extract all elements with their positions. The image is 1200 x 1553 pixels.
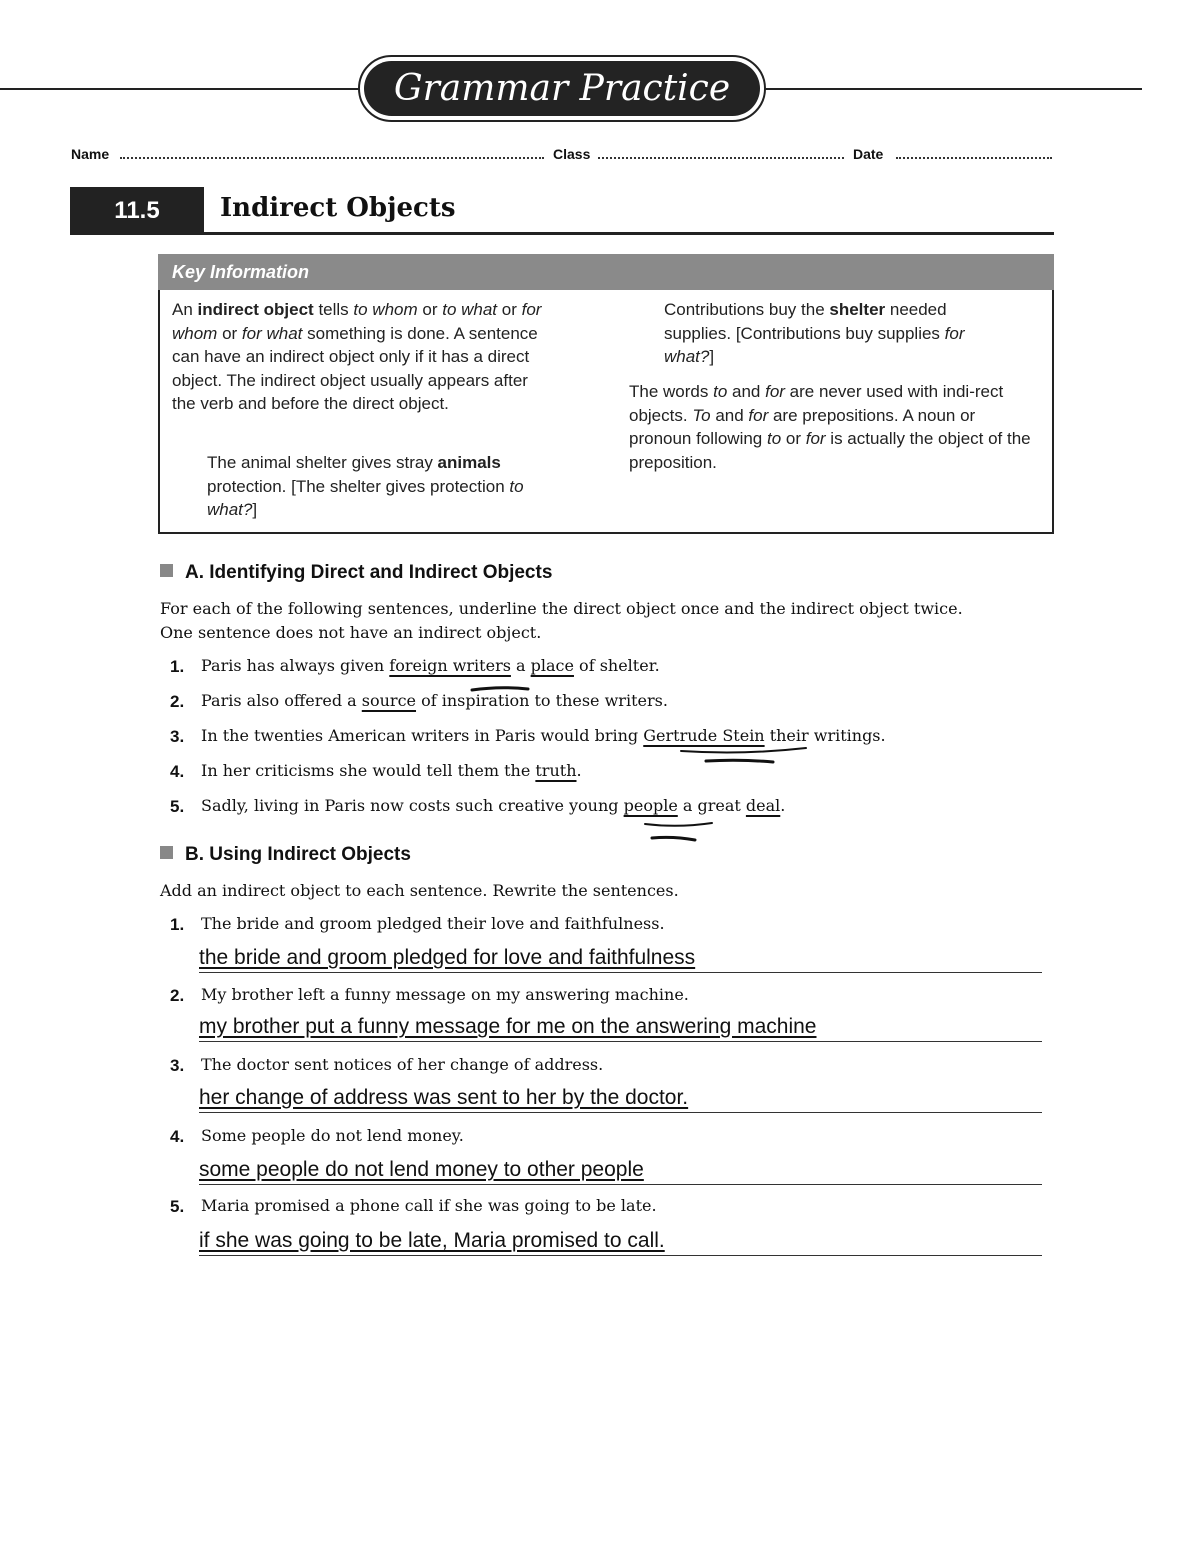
marked-object: source [361,691,417,710]
section-number: 11.5 [70,187,204,235]
part-b-prompt-5: Maria promised a phone call if she was going to be late. [201,1196,657,1215]
part-b-prompt-1: The bride and groom pledged their love and faithfulness. [201,914,665,933]
part-b-item-number: 4. [170,1127,185,1146]
part-a-item-number: 2. [170,692,185,711]
part-a-item-number: 4. [170,762,185,781]
marked-object: foreign writers [389,656,511,675]
part-a-item-number: 1. [170,657,185,676]
key-info-right-example: Contributions buy the shelter needed supplies. [Contributions buy supplies for what?] [664,300,965,366]
marked-object: deal [745,796,781,815]
marked-object: people [623,796,678,815]
part-b-instructions: Add an indirect object to each sentence. Rewrite the sentences. [160,881,679,900]
part-a-sentence-1: Paris has always given foreign writers a place of shelter. [201,656,660,675]
answer-line-3[interactable]: her change of address was sent to her by the doctor. [199,1085,1042,1113]
part-b-heading: B. Using Indirect Objects [160,844,411,866]
section-title: Indirect Objects [220,193,456,223]
part-a-heading: A. Identifying Direct and Indirect Objects [160,562,552,584]
answer-line-5[interactable]: if she was going to be late, Maria promised to call. [199,1228,1042,1256]
part-b-prompt-4: Some people do not lend money. [201,1126,464,1145]
marked-object: place [530,656,574,675]
part-a-sentence-3: In the twenties American writers in Paris would bring Gertrude Stein their writings. [201,726,886,745]
date-label: Date [853,146,884,162]
part-a-item-number: 5. [170,797,185,816]
key-info-right-paragraph: The words to and for are never used with indi-rect objects. To and for are prepositions. A noun or pronoun following to or for is actually the object of the preposition. [629,382,1031,472]
part-a-instructions: For each of the following sentences, underline the direct object once and the indirect object twice. One sentence does not have an indirect object. [160,599,963,642]
part-b-item-number: 1. [170,915,185,934]
part-a-item-number: 3. [170,727,185,746]
key-info-heading: Key Information [158,254,1054,290]
name-label: Name [71,146,110,162]
part-b-item-number: 5. [170,1197,185,1216]
part-a-sentence-5: Sadly, living in Paris now costs such creative young people a great deal. [201,796,786,815]
part-b-item-number: 2. [170,986,185,1005]
answer-line-2[interactable]: my brother put a funny message for me on the answering machine [199,1014,1042,1042]
part-a-sentence-2: Paris also offered a source of inspiration to these writers. [201,691,668,710]
square-bullet-icon [160,846,173,859]
part-b-prompt-3: The doctor sent notices of her change of address. [201,1055,604,1074]
answer-line-1[interactable]: the bride and groom pledged for love and faithfulness [199,945,1042,973]
banner-title: Grammar Practice [364,61,760,116]
part-b-item-number: 3. [170,1056,185,1075]
part-a-sentence-4: In her criticisms she would tell them the truth. [201,761,582,780]
class-label: Class [553,146,591,162]
key-info-left-example: The animal shelter gives stray animals protection. [The shelter gives protection to what?] [207,453,524,519]
marked-object: Gertrude Stein [643,726,765,745]
part-b-prompt-2: My brother left a funny message on my answering machine. [201,985,689,1004]
answer-line-4[interactable]: some people do not lend money to other people [199,1157,1042,1185]
key-info-left-paragraph: An indirect object tells to whom or to what or for whom or for what something is done. A sentence can have an indirect object only if it has a direct object. The indirect object usually appears after the verb and before the direct object. [172,300,542,413]
marked-object: truth [535,761,577,780]
